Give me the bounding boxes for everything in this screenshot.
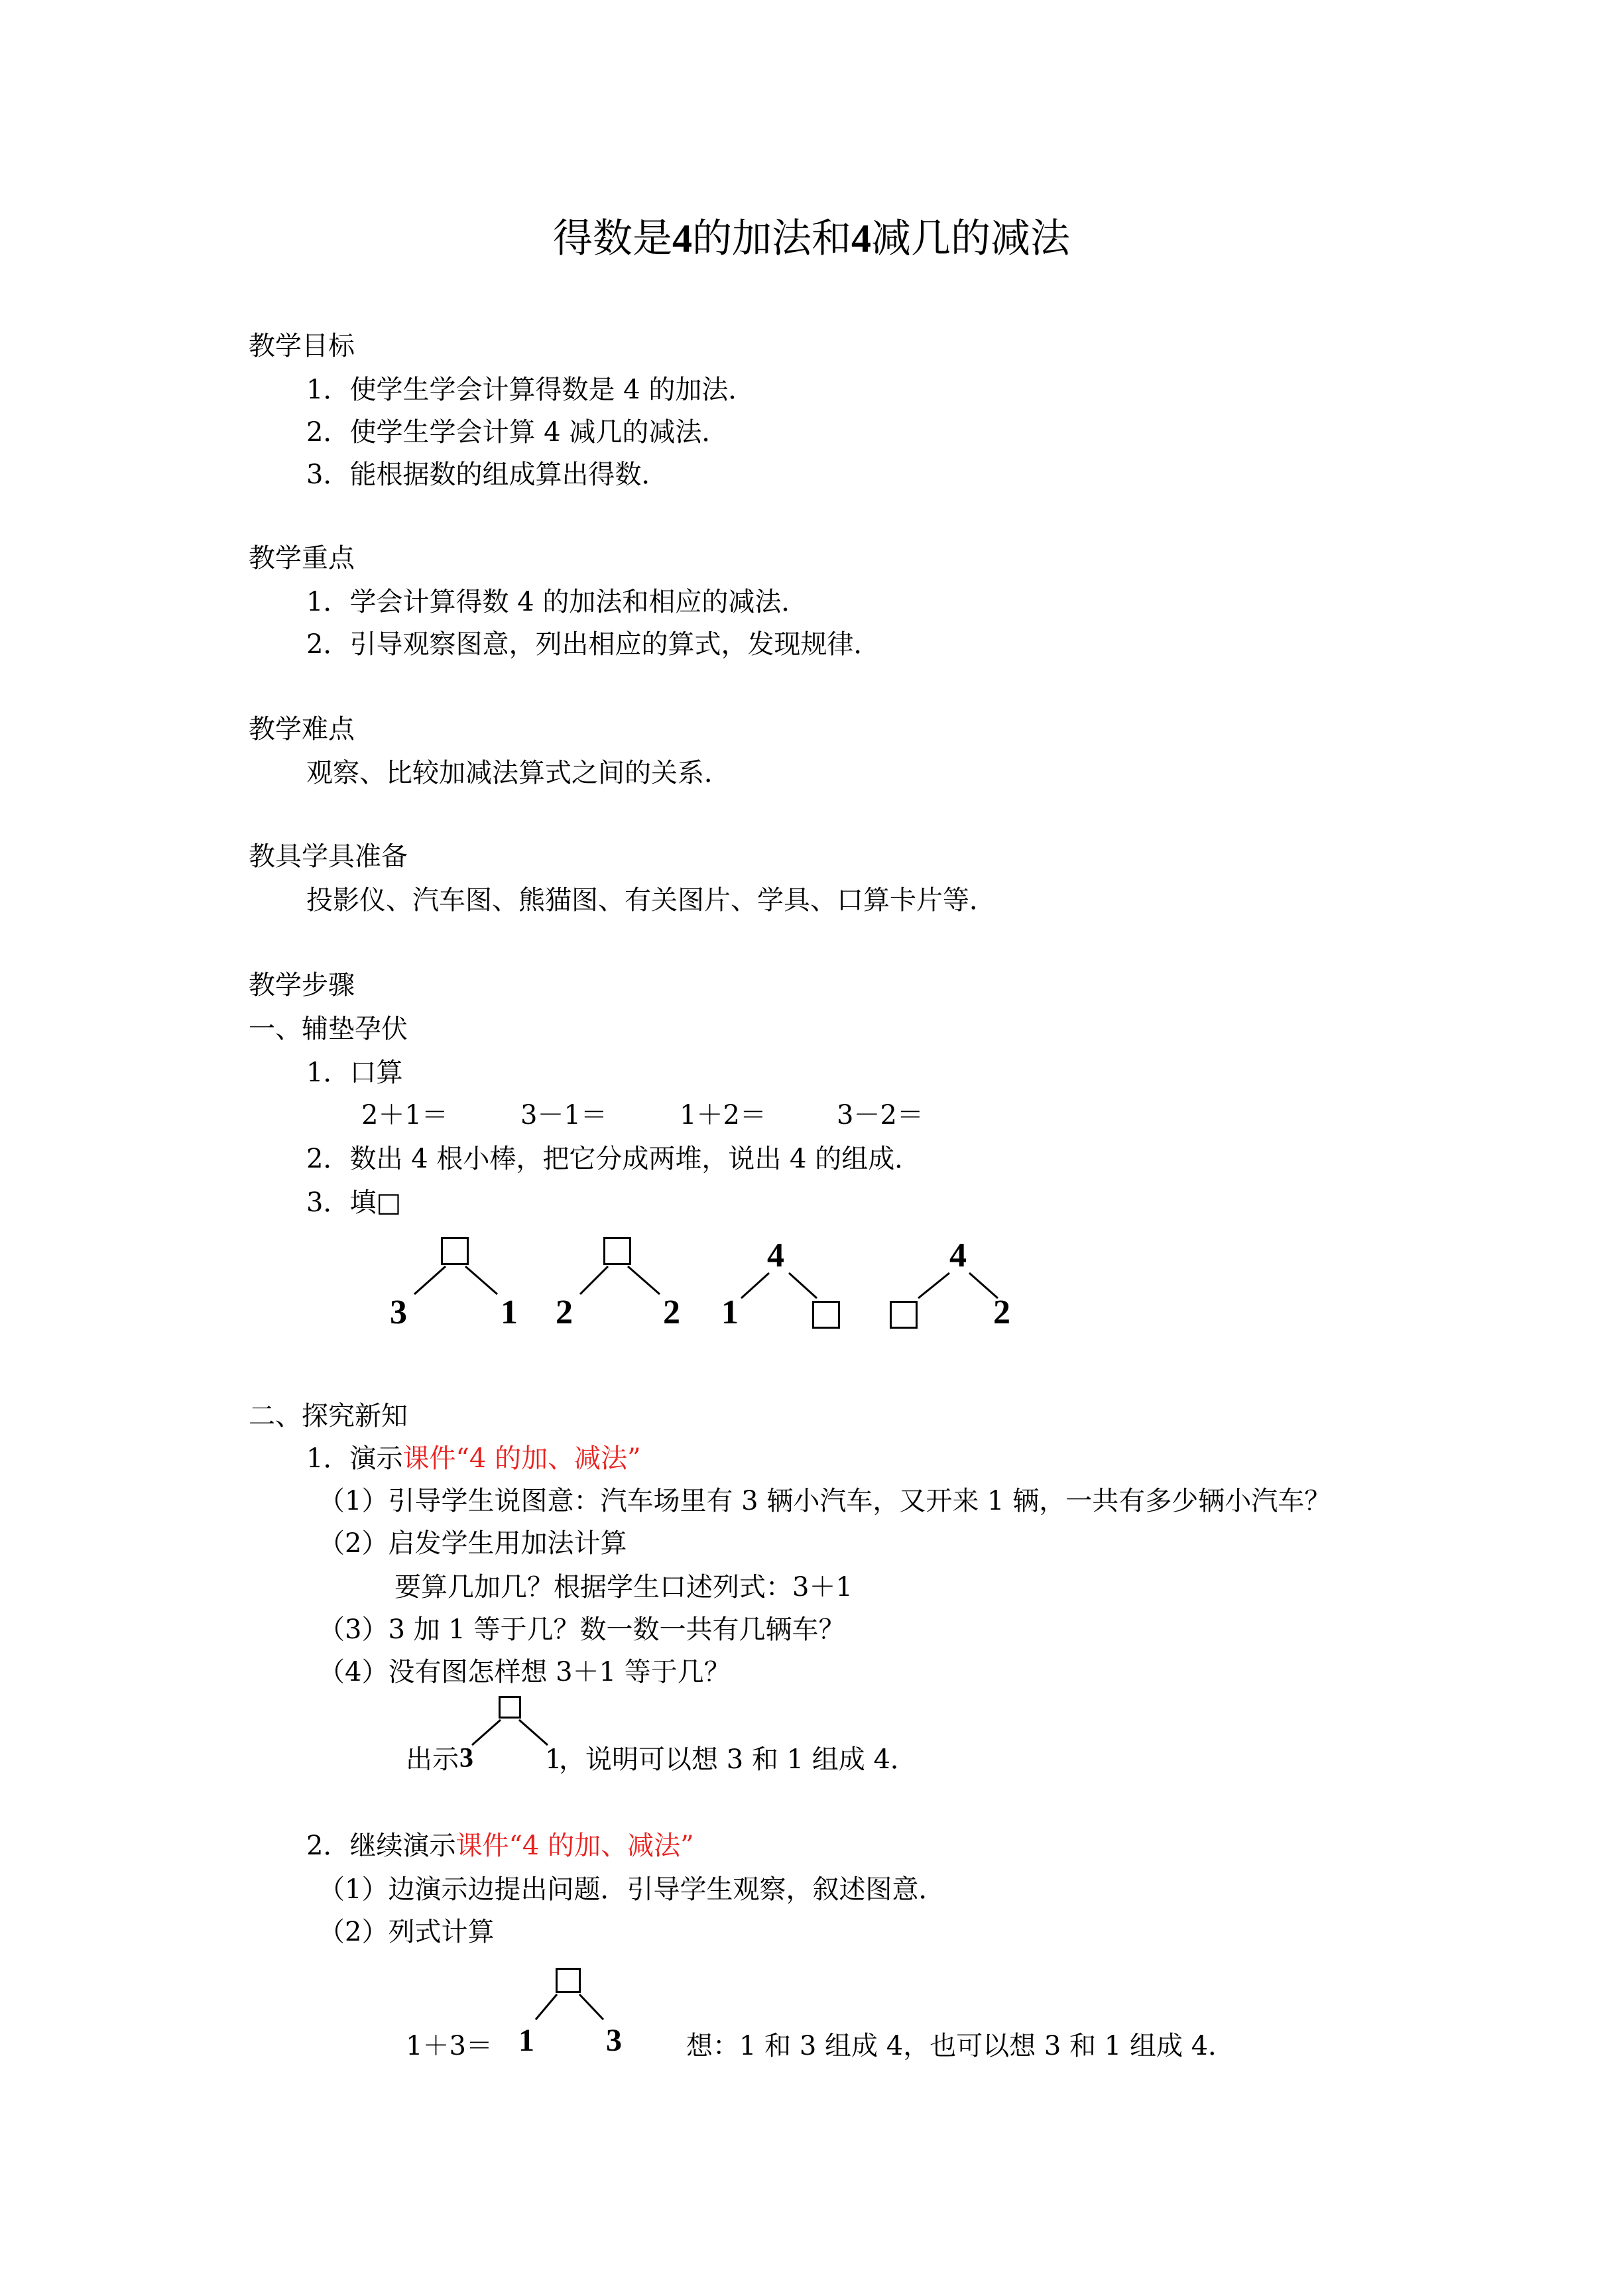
demo-item bbox=[306, 1440, 641, 1477]
title-text: 得数是 bbox=[553, 215, 672, 262]
demo-label: 1．演示 bbox=[306, 1443, 403, 1474]
blank-box-right[interactable] bbox=[812, 1301, 840, 1329]
goal-item: 2．使学生学会计算 4 减几的减法． bbox=[306, 417, 729, 448]
demo-label: 2．继续演示 bbox=[306, 1831, 456, 1861]
bond-left-number: 1 bbox=[518, 2023, 534, 2058]
blank-box-left[interactable] bbox=[890, 1301, 918, 1329]
bond-top-number: 4 bbox=[767, 1237, 784, 1274]
bond-right-number: 1 bbox=[501, 1294, 518, 1331]
courseware-link[interactable]: 课件“4 的加、减法” bbox=[402, 1443, 641, 1474]
difficulty-item: 观察、比较加减法算式之间的关系． bbox=[306, 758, 731, 788]
section-heading-key-points: 教学重点 bbox=[249, 543, 355, 574]
bond-left-number: 3 bbox=[390, 1294, 407, 1331]
blank-box-top[interactable] bbox=[499, 1696, 521, 1719]
bond-right-number: 1 bbox=[545, 1744, 562, 1775]
title-number: 4 bbox=[851, 217, 871, 261]
materials-item: 投影仪、汽车图、熊猫图、有关图片、学具、口算卡片等． bbox=[306, 885, 996, 916]
step-item: 3．填□ bbox=[306, 1187, 402, 1218]
mental-math-expression: 1＋2＝ bbox=[680, 1100, 766, 1130]
show-explanation: ，说明可以想 3 和 1 组成 4． bbox=[559, 1744, 917, 1775]
part-heading-2: 二、探究新知 bbox=[249, 1401, 408, 1431]
sub-item: （2）列式计算 bbox=[318, 1917, 495, 1947]
sub-item: （1）引导学生说图意：汽车场里有 3 辆小汽车，又开来 1 辆，一共有多少辆小汽车？ bbox=[318, 1486, 1331, 1516]
sub-item: （3）3 加 1 等于几？数一数一共有几辆车？ bbox=[318, 1614, 845, 1645]
section-heading-goals: 教学目标 bbox=[249, 331, 355, 361]
blank-box-top[interactable] bbox=[603, 1237, 631, 1265]
mental-math-expression: 3－2＝ bbox=[837, 1100, 924, 1130]
calc-note: 想：1 和 3 组成 4，也可以想 3 和 1 组成 4． bbox=[686, 2031, 1235, 2061]
blank-box-top[interactable] bbox=[556, 1968, 581, 1993]
mental-math-expression: 3－1＝ bbox=[520, 1100, 607, 1130]
section-heading-materials: 教具学具准备 bbox=[249, 841, 408, 872]
bond-top-number: 4 bbox=[949, 1237, 967, 1274]
demo-item bbox=[306, 1827, 694, 1864]
step-item: 2．数出 4 根小棒，把它分成两堆，说出 4 的组成． bbox=[306, 1144, 922, 1174]
sub-item: （2）启发学生用加法计算 bbox=[318, 1528, 627, 1559]
bond-left-number: 3 bbox=[459, 1743, 473, 1774]
sub-item-detail: 要算几加几？根据学生口述列式：3＋1 bbox=[394, 1572, 853, 1602]
bond-right-number: 2 bbox=[663, 1294, 680, 1331]
goal-item: 3．能根据数的组成算出得数． bbox=[306, 459, 668, 490]
blank-box-top[interactable] bbox=[441, 1237, 469, 1265]
key-point-item: 2．引导观察图意，列出相应的算式，发现规律． bbox=[306, 629, 880, 660]
part-heading-1: 一、辅垫孕伏 bbox=[249, 1014, 408, 1044]
step-item: 1．口算 bbox=[306, 1057, 403, 1088]
bond-left-number: 2 bbox=[556, 1294, 573, 1331]
page-title bbox=[0, 212, 1623, 265]
sub-item: （1）边演示边提出问题．引导学生观察，叙述图意． bbox=[318, 1874, 945, 1905]
bond-left-number: 1 bbox=[721, 1294, 739, 1331]
bond-right-number: 3 bbox=[606, 2023, 622, 2058]
goal-item: 1．使学生学会计算得数是 4 的加法． bbox=[306, 375, 755, 405]
title-number: 4 bbox=[672, 217, 692, 261]
section-heading-difficulties: 教学难点 bbox=[249, 714, 355, 745]
sub-item: （4）没有图怎样想 3＋1 等于几？ bbox=[318, 1657, 731, 1687]
section-heading-steps: 教学步骤 bbox=[249, 970, 355, 1000]
calc-equation: 1＋3＝ bbox=[406, 2031, 493, 2061]
courseware-link[interactable]: 课件“4 的加、减法” bbox=[455, 1831, 694, 1861]
mental-math-expression: 2＋1＝ bbox=[361, 1100, 448, 1130]
key-point-item: 1．学会计算得数 4 的加法和相应的减法． bbox=[306, 587, 808, 617]
title-text: 减几的减法 bbox=[871, 215, 1070, 262]
show-label: 出示 bbox=[406, 1744, 459, 1775]
title-text: 的加法和 bbox=[692, 215, 851, 262]
bond-right-number: 2 bbox=[993, 1294, 1010, 1331]
